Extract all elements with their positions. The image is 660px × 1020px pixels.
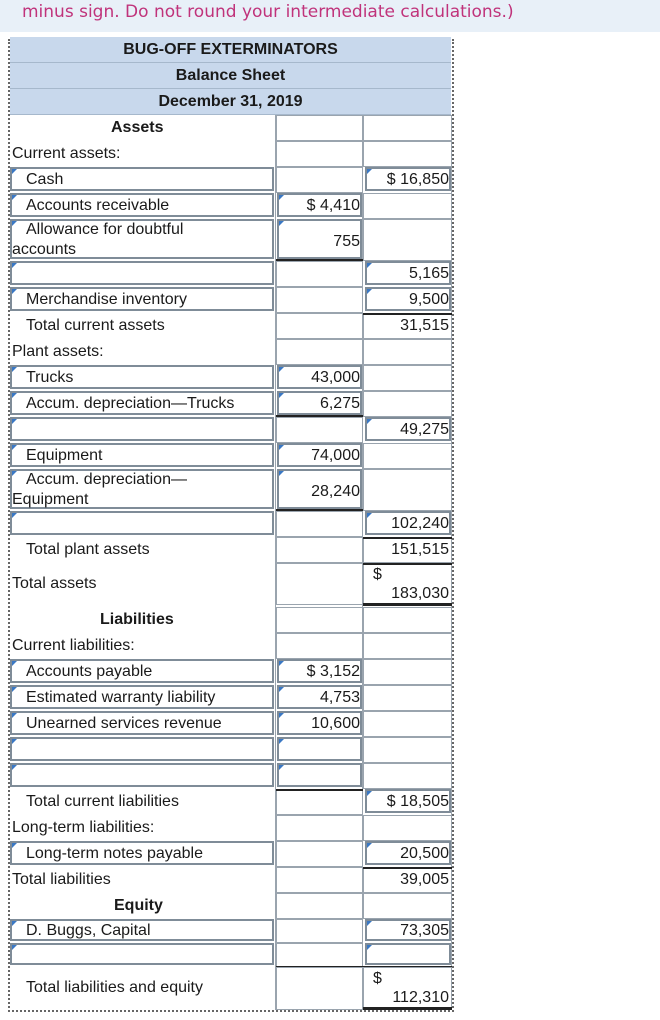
- empty-cell: [276, 537, 363, 563]
- subtotal-rule: [276, 789, 363, 791]
- ar-amount: $ 4,410: [306, 197, 360, 214]
- net-trucks-amount: 49,275: [400, 421, 449, 438]
- total-current-liabilities-amount: $ 18,505: [386, 793, 449, 810]
- equipment-label: Equipment: [26, 447, 103, 464]
- total-liabilities-equity-amount: 112,310: [392, 989, 449, 1006]
- empty-cell: [363, 339, 452, 365]
- double-underline: [363, 603, 452, 606]
- total-plant-assets-label: Total plant assets: [26, 541, 150, 558]
- statement-title: Balance Sheet: [10, 63, 451, 89]
- current-assets-heading: Current assets:: [12, 145, 121, 162]
- longterm-liabilities-heading: Long-term liabilities:: [12, 819, 155, 836]
- empty-cell: [363, 711, 452, 737]
- ap-amount: $ 3,152: [306, 663, 360, 680]
- unearned-amount: 10,600: [311, 715, 360, 732]
- empty-cell: [363, 443, 452, 469]
- company-name: BUG-OFF EXTERMINATORS: [10, 37, 451, 63]
- total-current-assets-amount: 31,515: [400, 317, 449, 334]
- total-assets-label: Total assets: [12, 575, 97, 592]
- net-equipment-amount: 102,240: [391, 515, 449, 532]
- assets-heading: Assets: [111, 119, 164, 136]
- allowance-amount: 755: [333, 233, 360, 250]
- notes-payable-label: Long-term notes payable: [26, 845, 203, 862]
- warranty-amount: 4,753: [319, 689, 360, 706]
- trucks-amount: 43,000: [311, 369, 360, 386]
- instruction-text: minus sign. Do not round your intermediate calculations.): [0, 0, 660, 32]
- empty-cell: [363, 893, 452, 919]
- empty-cell: [363, 391, 452, 417]
- total-current-liabilities-label: Total current liabilities: [26, 793, 179, 810]
- extra-liability-amount-input[interactable]: [277, 763, 362, 787]
- ap-label: Accounts payable: [26, 663, 153, 680]
- inventory-amount: 9,500: [408, 291, 449, 308]
- empty-cell: [276, 967, 363, 1010]
- capital-label: D. Buggs, Capital: [26, 922, 151, 939]
- empty-cell: [363, 115, 452, 141]
- empty-cell: [363, 607, 452, 633]
- empty-cell: [276, 815, 363, 841]
- subtotal-rule: [363, 537, 452, 539]
- empty-cell: [363, 469, 452, 511]
- extra-equity-amount-input[interactable]: [365, 943, 451, 965]
- trucks-label: Trucks: [26, 369, 74, 386]
- empty-cell: [276, 141, 363, 167]
- empty-cell: [363, 763, 452, 789]
- empty-cell: [276, 511, 363, 537]
- empty-cell: [363, 737, 452, 763]
- empty-cell: [276, 607, 363, 633]
- accum-trucks-amount: 6,275: [319, 395, 360, 412]
- total-liabilities-equity-dollar-sign: $: [373, 970, 382, 987]
- equity-heading: Equity: [114, 897, 163, 914]
- empty-cell: [363, 815, 452, 841]
- empty-cell: [363, 685, 452, 711]
- empty-cell: [363, 659, 452, 685]
- empty-cell: [276, 287, 363, 313]
- empty-cell: [276, 841, 363, 867]
- total-plant-assets-amount: 151,515: [391, 541, 449, 558]
- total-liabilities-equity-label: Total liabilities and equity: [26, 979, 203, 996]
- unearned-label: Unearned services revenue: [26, 715, 222, 732]
- empty-cell: [363, 365, 452, 391]
- plant-assets-heading: Plant assets:: [12, 343, 104, 360]
- double-underline: [363, 1007, 452, 1010]
- notes-payable-amount: 20,500: [400, 845, 449, 862]
- empty-cell: [276, 893, 363, 919]
- accum-trucks-label: Accum. depreciation—Trucks: [26, 395, 235, 412]
- subtotal-rule: [363, 313, 452, 315]
- accum-equipment-label-line2: Equipment: [12, 491, 89, 508]
- extra-liability-label-input[interactable]: [10, 763, 274, 787]
- empty-cell: [276, 313, 363, 339]
- empty-cell: [363, 219, 452, 261]
- total-liabilities-amount: 39,005: [400, 871, 449, 888]
- subtotal-rule: [363, 867, 452, 869]
- ar-label: Accounts receivable: [26, 197, 170, 214]
- allowance-label-line2: accounts: [12, 241, 77, 258]
- total-assets-amount: 183,030: [391, 585, 449, 602]
- empty-cell: [276, 339, 363, 365]
- net-ar-label-input[interactable]: [10, 261, 274, 285]
- equipment-amount: 74,000: [311, 447, 360, 464]
- empty-cell: [276, 919, 363, 943]
- extra-liability-amount-input[interactable]: [277, 737, 362, 761]
- empty-cell: [276, 789, 363, 815]
- empty-cell: [363, 193, 452, 219]
- net-trucks-label-input[interactable]: [10, 417, 274, 441]
- current-liabilities-heading: Current liabilities:: [12, 637, 135, 654]
- empty-cell: [276, 563, 363, 605]
- total-assets-dollar-sign: $: [373, 566, 382, 583]
- allowance-label-line1: Allowance for doubtful: [26, 221, 184, 238]
- inventory-label: Merchandise inventory: [26, 291, 187, 308]
- empty-cell: [276, 261, 363, 287]
- statement-date: December 31, 2019: [10, 89, 451, 115]
- cash-label: Cash: [26, 171, 64, 188]
- cash-amount: $ 16,850: [386, 171, 449, 188]
- empty-cell: [276, 167, 363, 193]
- total-current-assets-label: Total current assets: [26, 317, 165, 334]
- empty-cell: [276, 115, 363, 141]
- accum-equipment-amount: 28,240: [311, 483, 360, 500]
- capital-amount: 73,305: [400, 922, 449, 939]
- empty-cell: [276, 417, 363, 443]
- warranty-label: Estimated warranty liability: [26, 689, 216, 706]
- extra-equity-label-input[interactable]: [10, 943, 274, 965]
- total-liabilities-label: Total liabilities: [12, 871, 111, 888]
- liabilities-heading: Liabilities: [100, 611, 174, 628]
- empty-cell: [363, 633, 452, 659]
- empty-cell: [363, 141, 452, 167]
- net-ar-amount: 5,165: [408, 265, 449, 282]
- extra-liability-label-input[interactable]: [10, 737, 274, 761]
- accum-equipment-label-line1: Accum. depreciation—: [26, 471, 187, 488]
- net-equipment-label-input[interactable]: [10, 511, 274, 535]
- empty-cell: [276, 867, 363, 893]
- empty-cell: [276, 633, 363, 659]
- empty-cell: [276, 943, 363, 967]
